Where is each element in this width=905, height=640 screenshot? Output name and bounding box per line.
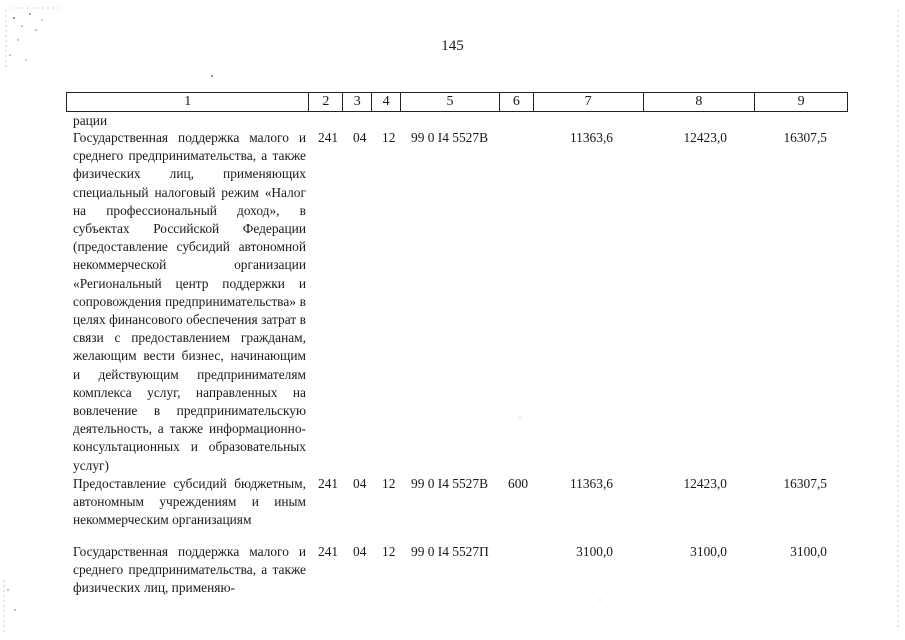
- row-amount-7: 3100,0: [576, 544, 613, 559]
- row-name: Государственная поддержка малого и среднего предпринимательства, а также физических лиц, применяющих специальный налоговый режим «Налог на профессиональный доход», в субъектах Российской Федерации (предоставление субсидий автономной некоммерческой организации «Региональный центр поддержки и сопровождения предпринимательства» в целях финансового обеспечения затрат в связи с предоставлением гражданам, желающим вести бизнес, начинающим и действующим предпринимателям комплекса услуг, направленных на вовлечение в предпринимательскую деятельность, а также информационно-консультационных и образовательных услуг): [73, 130, 306, 473]
- row-code-5: 99 0 I4 5527В: [411, 476, 488, 491]
- row-code-2: 241: [318, 476, 339, 491]
- row-code-2: 241: [318, 130, 339, 145]
- row-code-2: 241: [318, 544, 339, 559]
- row-code-3: 04: [353, 476, 367, 491]
- row-code-3: 04: [353, 130, 367, 145]
- header-col-9: 9: [797, 94, 805, 109]
- row-amount-7: 11363,6: [569, 130, 613, 145]
- row-amount-8: 3100,0: [690, 544, 727, 559]
- row-code-5: 99 0 I4 5527В: [411, 130, 488, 145]
- header-col-7: 7: [534, 93, 644, 111]
- header-col-1: 1: [67, 93, 309, 111]
- header-col-8: 8: [644, 93, 756, 111]
- row-name: Государственная поддержка малого и среднего предпринимательства, а также физических лиц, применяю-: [73, 544, 306, 596]
- table-header: [66, 92, 848, 112]
- header-col-2: 2: [309, 93, 343, 111]
- header-col-6: 6: [500, 93, 534, 111]
- row-amount-8: 12423,0: [683, 130, 727, 145]
- row-code-3: 04: [353, 544, 367, 559]
- row-code-6: 600: [508, 476, 529, 491]
- row-amount-9: 3100,0: [790, 544, 827, 559]
- page-number: 145: [441, 38, 464, 54]
- row-amount-7: 11363,6: [569, 476, 613, 491]
- continued-row-text: рации: [73, 113, 108, 128]
- row-name: Предоставление субсидий бюджетным, автономным учреждениям и иным некоммерческим организациям: [73, 476, 306, 528]
- row-amount-9: 16307,5: [783, 476, 827, 491]
- header-col-3: 3: [343, 93, 372, 111]
- row-code-4: 12: [382, 476, 396, 491]
- header-col-5: 5: [401, 93, 500, 111]
- row-code-4: 12: [382, 130, 396, 145]
- row-amount-9: 16307,5: [783, 130, 827, 145]
- row-code-4: 12: [382, 544, 396, 559]
- header-col-4: 4: [372, 93, 401, 111]
- row-code-5: 99 0 I4 5527П: [411, 544, 489, 559]
- row-amount-8: 12423,0: [683, 476, 727, 491]
